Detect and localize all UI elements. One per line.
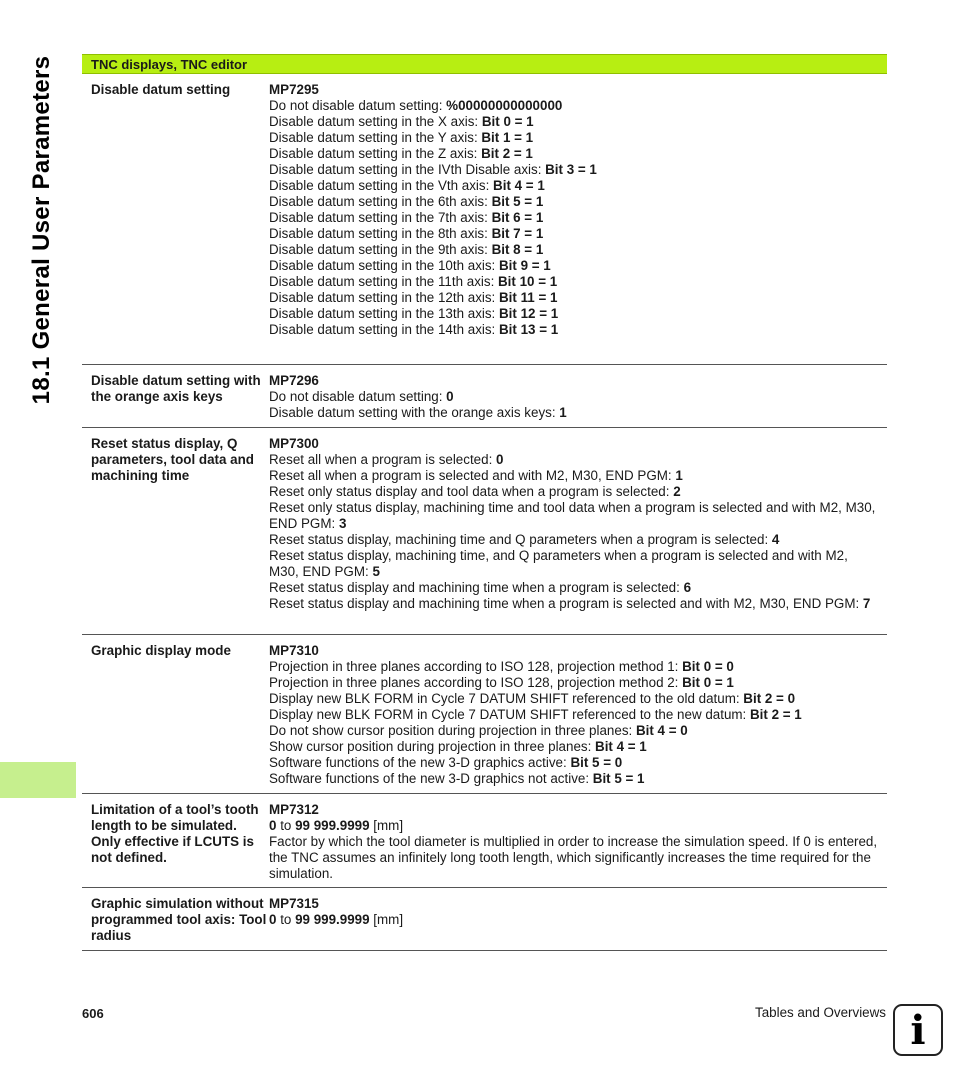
setting-value: Bit 11 = 1 xyxy=(499,290,558,305)
setting-value: 2 xyxy=(673,484,681,499)
setting-text: Disable datum setting in the 14th axis: xyxy=(269,322,500,337)
setting-line xyxy=(269,130,879,146)
setting-value: Bit 7 = 1 xyxy=(491,226,544,241)
parameter-label: Disable datum setting xyxy=(91,82,231,97)
setting-value: Bit 2 = 1 xyxy=(481,146,533,161)
parameter-label: Disable datum setting with the orange axis keys xyxy=(91,373,261,404)
value-range xyxy=(269,818,879,834)
machine-parameter-id: MP7296 xyxy=(269,373,319,388)
setting-text: Disable datum setting in the IVth Disable axis: xyxy=(269,162,546,177)
parameter-label: Graphic display mode xyxy=(91,643,231,658)
setting-value: 5 xyxy=(372,564,380,579)
setting-line xyxy=(269,580,879,596)
setting-line xyxy=(269,691,879,707)
setting-text: Disable datum setting in the 11th axis: xyxy=(269,274,499,289)
setting-text: Disable datum setting in the 10th axis: xyxy=(269,258,500,273)
setting-line xyxy=(269,114,879,130)
setting-line xyxy=(269,210,879,226)
setting-line xyxy=(269,290,879,306)
machine-parameter-id: MP7295 xyxy=(269,82,319,97)
setting-value: Bit 0 = 1 xyxy=(682,675,734,690)
setting-line xyxy=(269,771,879,787)
parameter-description xyxy=(269,74,887,364)
setting-value: %00000000000000 xyxy=(446,98,563,113)
setting-value: Bit 2 = 1 xyxy=(750,707,802,722)
setting-text: Disable datum setting in the X axis: xyxy=(269,114,482,129)
table-row xyxy=(82,428,887,635)
setting-text: Disable datum setting in the Vth axis: xyxy=(269,178,494,193)
table-row xyxy=(82,365,887,428)
setting-line xyxy=(269,484,879,500)
setting-line xyxy=(269,707,879,723)
setting-value: Bit 2 = 0 xyxy=(743,691,796,706)
setting-value: 3 xyxy=(338,516,347,531)
setting-value: Bit 9 = 1 xyxy=(499,258,551,273)
setting-line xyxy=(269,178,879,194)
setting-text: Display new BLK FORM in Cycle 7 DATUM SHIFT referenced to the new datum: xyxy=(269,707,750,722)
setting-text: Projection in three planes according to ISO 128, projection method 2: xyxy=(269,675,683,690)
setting-text: Disable datum setting in the 7th axis: xyxy=(269,210,492,225)
setting-line xyxy=(269,258,879,274)
setting-value: Bit 4 = 0 xyxy=(635,723,688,738)
setting-line xyxy=(269,452,879,468)
range-to-word: to xyxy=(280,912,292,927)
range-unit: [mm] xyxy=(373,818,404,833)
table-rows xyxy=(82,74,887,951)
setting-text: Reset status display, machining time, and Q parameters when a program is selected and with M2, M30, END PGM: xyxy=(269,548,848,579)
setting-text: Do not disable datum setting: xyxy=(269,98,447,113)
setting-text: Reset only status display and tool data when a program is selected: xyxy=(269,484,674,499)
range-to: 99 999.9999 xyxy=(295,912,370,927)
setting-line xyxy=(269,548,879,580)
setting-value: 1 xyxy=(559,405,567,420)
setting-line xyxy=(269,274,879,290)
setting-text: Reset only status display, machining time and tool data when a program is selected and with M2, M30, END PGM: xyxy=(269,500,876,531)
table-row xyxy=(82,635,887,794)
setting-text: Reset all when a program is selected and with M2, M30, END PGM: xyxy=(269,468,676,483)
setting-line xyxy=(269,146,879,162)
setting-value: Bit 4 = 1 xyxy=(493,178,545,193)
setting-text: Show cursor position during projection in three planes: xyxy=(269,739,596,754)
setting-line xyxy=(269,405,879,421)
setting-line xyxy=(269,675,879,691)
setting-text: Disable datum setting in the 12th axis: xyxy=(269,290,500,305)
parameter-description xyxy=(269,635,887,793)
setting-value: 4 xyxy=(771,532,780,547)
setting-value: 6 xyxy=(683,580,692,595)
setting-line xyxy=(269,755,879,771)
range-from: 0 xyxy=(269,912,277,927)
setting-line xyxy=(269,468,879,484)
parameter-label: Limitation of a tool’s tooth length to be simulated. Only effective if LCUTS is not defined. xyxy=(91,802,259,865)
setting-value: Bit 13 = 1 xyxy=(499,322,559,337)
parameter-description xyxy=(269,888,887,950)
setting-text: Reset status display, machining time and Q parameters when a program is selected: xyxy=(269,532,772,547)
setting-line xyxy=(269,723,879,739)
setting-text: Disable datum setting in the 9th axis: xyxy=(269,242,492,257)
setting-value: Bit 12 = 1 xyxy=(499,306,559,321)
setting-value: Bit 0 = 0 xyxy=(682,659,734,674)
info-icon: i xyxy=(893,1004,943,1056)
parameter-description xyxy=(269,428,887,634)
setting-text: Disable datum setting in the Z axis: xyxy=(269,146,482,161)
setting-text: Disable datum setting in the Y axis: xyxy=(269,130,482,145)
footer-chapter: Tables and Overviews xyxy=(755,1005,886,1020)
setting-value: Bit 1 = 1 xyxy=(481,130,534,145)
setting-text: Reset status display and machining time when a program is selected and with M2, M30, END PGM: xyxy=(269,596,863,611)
section-title-vertical xyxy=(20,50,64,410)
setting-value: Bit 3 = 1 xyxy=(545,162,597,177)
setting-line xyxy=(269,242,879,258)
table-row xyxy=(82,888,887,951)
setting-text: Do not show cursor position during projection in three planes: xyxy=(269,723,636,738)
parameter-description xyxy=(269,794,887,887)
setting-value: Bit 5 = 1 xyxy=(592,771,645,786)
setting-line xyxy=(269,226,879,242)
setting-text: Disable datum setting in the 8th axis: xyxy=(269,226,492,241)
setting-line xyxy=(269,322,879,338)
value-range xyxy=(269,912,879,928)
range-from: 0 xyxy=(269,818,277,833)
setting-line xyxy=(269,739,879,755)
machine-parameter-id: MP7315 xyxy=(269,896,319,911)
setting-text: Projection in three planes according to ISO 128, projection method 1: xyxy=(269,659,683,674)
parameter-explanation: Factor by which the tool diameter is multiplied in order to increase the simulation speed. If 0 is entered, the TNC assumes an infinitely long tooth length, which significantly increases the time required for the simulation. xyxy=(269,834,878,881)
setting-text: Disable datum setting with the orange axis keys: xyxy=(269,405,560,420)
setting-line xyxy=(269,162,879,178)
setting-text: Reset status display and machining time when a program is selected: xyxy=(269,580,684,595)
parameter-label: Reset status display, Q parameters, tool data and machining time xyxy=(91,436,254,483)
setting-value: Bit 4 = 1 xyxy=(595,739,647,754)
setting-value: Bit 5 = 1 xyxy=(491,194,544,209)
setting-value: 7 xyxy=(862,596,871,611)
machine-parameter-id: MP7310 xyxy=(269,643,319,658)
page-number: 606 xyxy=(82,1006,104,1021)
setting-value: Bit 8 = 1 xyxy=(491,242,544,257)
machine-parameter-id: MP7312 xyxy=(269,802,319,817)
parameter-description xyxy=(269,365,887,427)
chapter-tab-marker xyxy=(0,762,76,798)
setting-line xyxy=(269,596,879,612)
setting-value: Bit 10 = 1 xyxy=(498,274,558,289)
setting-text: Software functions of the new 3-D graphics not active: xyxy=(269,771,593,786)
setting-text: Software functions of the new 3-D graphics active: xyxy=(269,755,571,770)
setting-text: Disable datum setting in the 13th axis: xyxy=(269,306,500,321)
setting-text: Do not disable datum setting: xyxy=(269,389,447,404)
setting-line xyxy=(269,500,879,532)
setting-value: 0 xyxy=(496,452,504,467)
setting-value: Bit 5 = 0 xyxy=(570,755,623,770)
range-unit: [mm] xyxy=(373,912,404,927)
range-to: 99 999.9999 xyxy=(295,818,370,833)
setting-line xyxy=(269,194,879,210)
setting-text: Reset all when a program is selected: xyxy=(269,452,497,467)
setting-line xyxy=(269,659,879,675)
setting-value: Bit 6 = 1 xyxy=(491,210,544,225)
parameter-table xyxy=(82,54,887,951)
table-header: TNC displays, TNC editor xyxy=(82,54,887,74)
table-row xyxy=(82,794,887,888)
setting-value: 1 xyxy=(675,468,683,483)
parameter-label: Graphic simulation without programmed tool axis: Tool radius xyxy=(91,896,267,943)
range-to-word: to xyxy=(280,818,292,833)
table-row xyxy=(82,74,887,365)
section-title: 18.1 General User Parameters xyxy=(28,55,55,405)
setting-line xyxy=(269,98,879,114)
setting-line xyxy=(269,532,879,548)
setting-value: 0 xyxy=(446,389,454,404)
setting-text: Display new BLK FORM in Cycle 7 DATUM SHIFT referenced to the old datum: xyxy=(269,691,744,706)
machine-parameter-id: MP7300 xyxy=(269,436,319,451)
setting-text: Disable datum setting in the 6th axis: xyxy=(269,194,492,209)
setting-value: Bit 0 = 1 xyxy=(481,114,534,129)
setting-line xyxy=(269,389,879,405)
setting-line xyxy=(269,306,879,322)
